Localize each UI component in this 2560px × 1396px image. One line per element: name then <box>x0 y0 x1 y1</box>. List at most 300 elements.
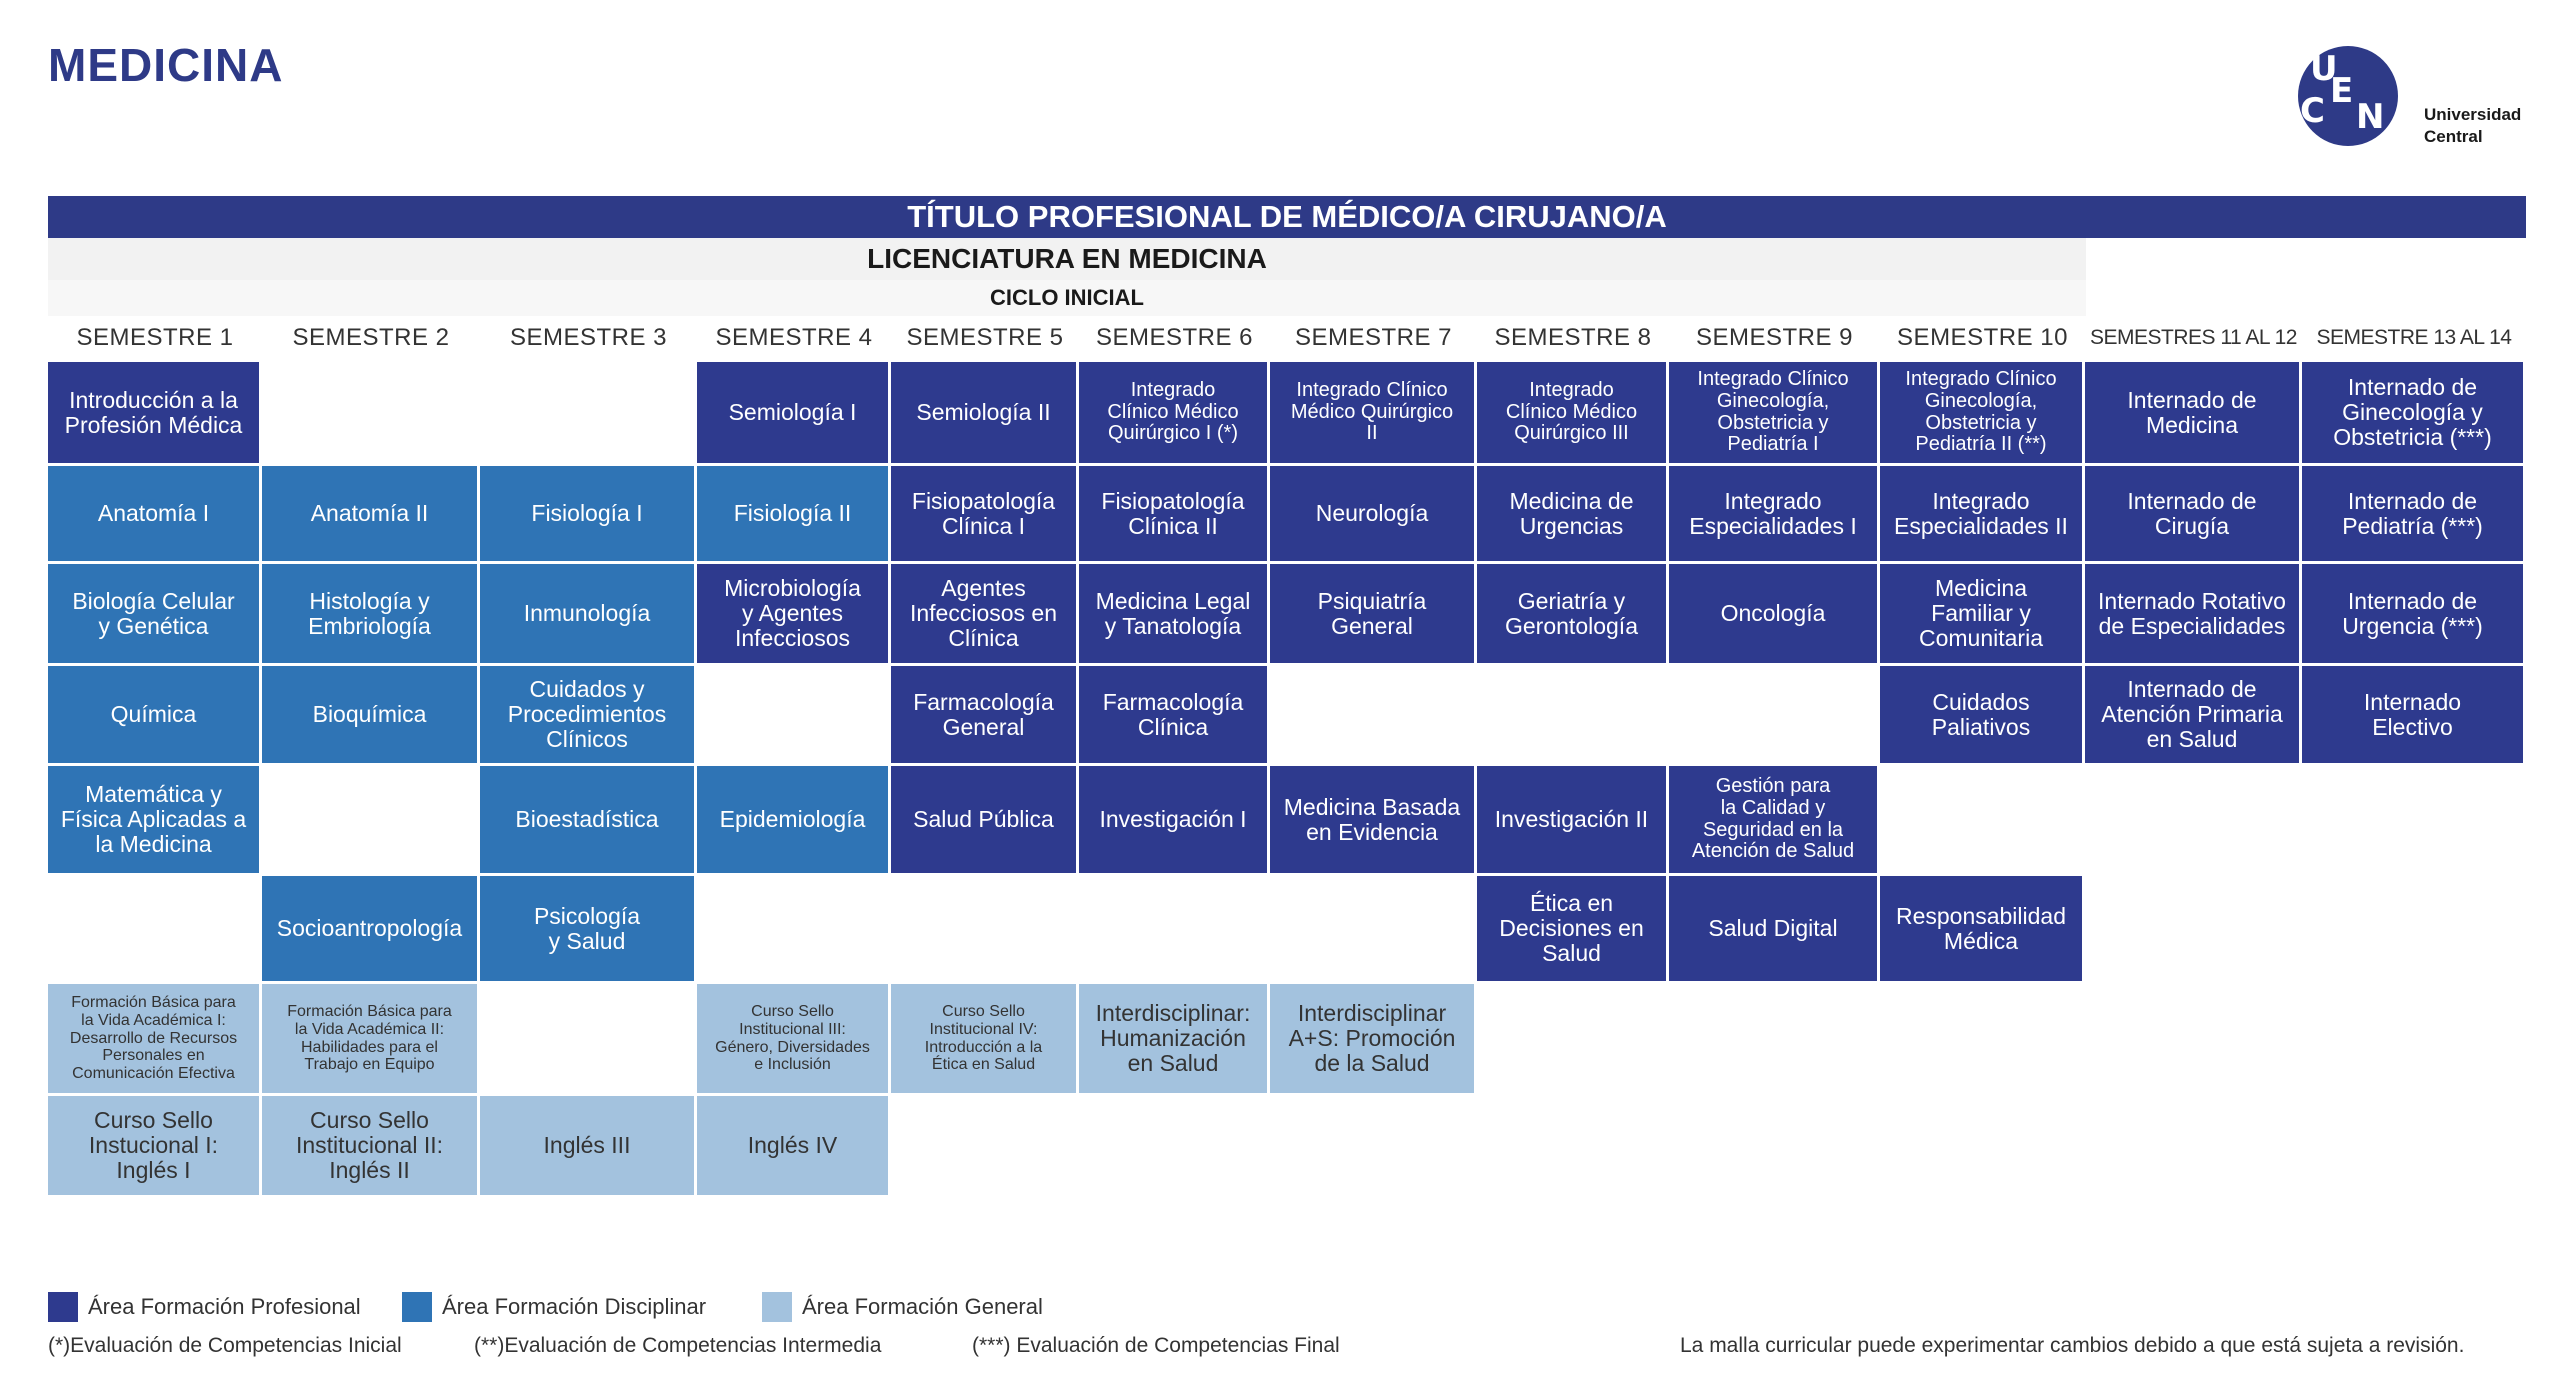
course-cell <box>2085 362 2299 463</box>
course-name-line: Fisiología I <box>531 500 643 527</box>
course-name-line: Microbiología <box>724 575 861 602</box>
course-name <box>65 388 243 438</box>
course-cell <box>262 1096 477 1195</box>
course-name-line: Especialidades I <box>1689 512 1857 539</box>
course-name-line: Internado de <box>2127 676 2257 703</box>
course-name-line: Inmunología <box>523 600 651 627</box>
logo-letter-c: C <box>2300 91 2325 131</box>
course-name <box>2127 388 2256 438</box>
course-name-line: Salud Pública <box>913 806 1054 833</box>
course-name-line: Oncología <box>1720 600 1826 627</box>
course-cell <box>697 564 888 663</box>
course-name-line: Curso Sello <box>942 1002 1025 1020</box>
course-name-line: Urgencia (***) <box>2342 612 2483 639</box>
course-name-line: Médico Quirúrgico <box>1290 400 1454 423</box>
course-name-line: Institucional IV: <box>929 1020 1038 1038</box>
course-name-line: Integrado <box>1724 487 1822 514</box>
course-name-line: Ética en <box>1529 890 1614 917</box>
course-name-line: Género, Diversidades <box>715 1038 870 1056</box>
course-name-line: Integrado <box>1130 379 1216 402</box>
course-name-line: Institucional II: <box>295 1132 444 1159</box>
course-name-line: Gerontología <box>1505 612 1638 639</box>
university-logo <box>2298 46 2538 146</box>
course-name <box>916 400 1050 425</box>
course-name <box>1103 690 1244 740</box>
course-cell <box>262 984 477 1093</box>
logo-line-2: Central <box>2424 127 2483 146</box>
evaluation-note-final: (***) Evaluación de Competencias Final <box>972 1334 1340 1357</box>
course-name <box>912 489 1055 539</box>
course-name-line: Investigación I <box>1099 806 1247 833</box>
course-name <box>1932 690 2030 740</box>
course-name <box>1509 489 1633 539</box>
semester-header-11: SEMESTRES 11 AL 12 <box>2090 326 2297 349</box>
semester-header-1: SEMESTRE 1 <box>76 324 234 351</box>
course-cell <box>1880 362 2082 463</box>
legend-label-general: Área Formación General <box>802 1294 1043 1319</box>
course-name-line: Bioestadística <box>515 806 659 833</box>
course-name-line: Internado de <box>2127 386 2257 413</box>
course-name-line: Integrado Clínico <box>1697 368 1849 391</box>
semester-header-8: SEMESTRE 8 <box>1494 324 1652 351</box>
course-cell <box>1079 984 1267 1093</box>
course-name-line: Internado <box>2363 688 2462 715</box>
course-name-line: Personales en <box>102 1047 205 1065</box>
course-cell <box>480 876 694 981</box>
course-name-line: la Vida Académica I: <box>81 1011 226 1029</box>
course-name-line: Obstetricia y <box>1925 411 2037 434</box>
course-cell <box>1270 564 1474 663</box>
course-name <box>729 400 857 425</box>
course-name-line: Cuidados y <box>529 676 645 703</box>
course-name <box>2342 589 2483 639</box>
course-name-line: Desarrollo de Recursos <box>69 1029 238 1047</box>
course-name-line: Salud Digital <box>1708 915 1838 942</box>
course-name-line: Integrado <box>1932 487 2030 514</box>
course-cell <box>480 766 694 873</box>
course-name-line: Curso Sello <box>94 1107 213 1134</box>
course-cell <box>480 666 694 763</box>
course-name-line: Habilidades para el <box>301 1038 438 1056</box>
course-name-line: de Especialidades <box>2098 612 2286 639</box>
course-name-line: Integrado <box>1529 379 1614 402</box>
course-cell <box>48 362 259 463</box>
legend-label-disciplinar: Área Formación Disciplinar <box>442 1294 707 1319</box>
legend-general <box>762 1292 1043 1322</box>
course-name-line: Ginecología, <box>1716 389 1830 412</box>
semester-header-10: SEMESTRE 10 <box>1897 324 2068 351</box>
course-cell <box>891 362 1076 463</box>
course-cell <box>480 466 694 561</box>
course-name <box>72 589 234 639</box>
course-name <box>277 916 462 941</box>
course-name <box>1495 807 1648 832</box>
course-name-line: Ginecología, <box>1924 389 2038 412</box>
course-name-line: Paliativos <box>1931 713 2031 740</box>
course-cell <box>48 984 259 1093</box>
course-name-line: Salud <box>1542 939 1601 966</box>
course-cell <box>262 564 477 663</box>
course-name <box>734 501 852 526</box>
course-name-line: Internado de <box>2127 487 2257 514</box>
course-cell <box>262 876 477 981</box>
course-name-line: la Calidad y <box>1720 796 1826 819</box>
degree-title-bar: TÍTULO PROFESIONAL DE MÉDICO/A CIRUJANO/A <box>48 196 2526 238</box>
course-name-line: Obstetricia (***) <box>2333 423 2492 450</box>
course-name <box>720 807 866 832</box>
course-name <box>1689 489 1857 539</box>
course-name <box>1905 369 2056 455</box>
course-name-line: Interdisciplinar: <box>1095 1000 1251 1027</box>
course-cell <box>1880 466 2082 561</box>
logo-letter-e: E <box>2330 71 2354 111</box>
course-name-line: Inglés II <box>329 1156 410 1183</box>
course-name-line: Clínico Médico <box>1107 400 1239 423</box>
course-cell <box>1477 362 1666 463</box>
course-cell <box>1477 564 1666 663</box>
course-name-line: Medicina de <box>1509 487 1634 514</box>
course-cell <box>697 984 888 1093</box>
course-name <box>1107 380 1238 445</box>
course-cell <box>2085 666 2299 763</box>
course-name <box>2333 375 2491 449</box>
course-name-line: Ética en Salud <box>931 1056 1036 1074</box>
course-name <box>2342 489 2483 539</box>
course-cell <box>262 466 477 561</box>
course-name-line: Formación Básica para <box>287 1002 452 1020</box>
course-name-line: Bioquímica <box>312 701 427 728</box>
course-name <box>531 501 642 526</box>
course-name-line: Psicología <box>533 902 641 929</box>
course-name-line: Embriología <box>308 612 431 639</box>
course-name-line: General <box>1331 612 1413 639</box>
course-name <box>1896 904 2066 954</box>
ciclo-inicial-bar: CICLO INICIAL <box>48 280 2086 316</box>
course-name-line: Química <box>110 701 197 728</box>
course-name-line: Pediatría (***) <box>2342 512 2483 539</box>
course-name <box>910 576 1057 650</box>
course-name-line: Socioantropología <box>276 915 463 942</box>
course-cell <box>1079 564 1267 663</box>
course-cell <box>480 564 694 663</box>
course-name-line: Electivo <box>2372 713 2453 740</box>
course-name-line: Matemática y <box>85 781 222 808</box>
course-name-line: Física Aplicadas a <box>60 806 247 833</box>
course-cell <box>697 1096 888 1195</box>
course-name-line: Medicina Basada <box>1283 793 1461 820</box>
course-name <box>1692 776 1854 862</box>
course-name-line: Internado de <box>2347 487 2478 514</box>
course-name-line: y Salud <box>548 927 626 954</box>
course-cell <box>1669 564 1877 663</box>
course-name-line: Medicina <box>1934 575 2028 602</box>
logo-letter-n: N <box>2356 97 2385 137</box>
course-name-line: Trabajo en Equipo <box>304 1056 435 1074</box>
course-name-line: y Tanatología <box>1104 612 1242 639</box>
course-name-line: Ginecología y <box>2342 399 2483 426</box>
course-name-line: Pediatría II (**) <box>1915 433 2047 456</box>
course-name-line: Clínica II <box>1128 512 1218 539</box>
course-name-line: Agentes <box>941 575 1026 602</box>
course-name <box>1318 589 1427 639</box>
revision-disclaimer: La malla curricular puede experimentar cambios debido a que está sujeta a revisión. <box>1680 1334 2465 1357</box>
legend-swatch-profesional <box>48 1292 78 1322</box>
course-name <box>913 690 1054 740</box>
course-name-line: Semiología II <box>916 399 1051 426</box>
course-name-line: Clínicos <box>546 725 628 752</box>
course-name <box>1919 576 2043 650</box>
course-name <box>715 1003 870 1075</box>
licenciatura-bar: LICENCIATURA EN MEDICINA <box>48 238 2086 280</box>
course-name <box>2101 677 2283 751</box>
course-name-line: Procedimientos <box>507 701 667 728</box>
course-cell <box>1079 466 1267 561</box>
course-name <box>748 1133 838 1158</box>
course-name-line: Geriatría y <box>1517 587 1626 614</box>
course-cell <box>48 466 259 561</box>
course-name <box>308 589 431 639</box>
course-name-line: Investigación II <box>1494 806 1649 833</box>
page-title: MEDICINA <box>48 39 284 91</box>
course-cell <box>1477 876 1666 981</box>
course-name-line: Fisiopatología <box>1101 487 1245 514</box>
course-name-line: Inglés I <box>116 1156 191 1183</box>
course-name <box>1291 380 1453 445</box>
course-name <box>1284 795 1460 845</box>
course-name-line: Epidemiología <box>719 806 866 833</box>
course-name-line: Introducción a la <box>924 1038 1043 1056</box>
course-cell <box>1477 466 1666 561</box>
course-name <box>508 677 667 751</box>
course-name <box>913 807 1054 832</box>
course-name-line: Quirúrgico III <box>1514 422 1629 445</box>
course-name-line: en Salud <box>1127 1049 1219 1076</box>
legend-disciplinar <box>402 1292 706 1322</box>
course-name-line: Institucional III: <box>739 1020 846 1038</box>
course-name <box>544 1133 631 1158</box>
course-cell <box>2085 466 2299 561</box>
course-name-line: Medicina Legal <box>1095 587 1251 614</box>
course-cell <box>2302 362 2523 463</box>
course-name-line: Internado de <box>2347 587 2478 614</box>
course-name-line: Interdisciplinar <box>1297 1000 1447 1027</box>
course-name-line: Infecciosos <box>734 624 851 651</box>
course-cell <box>48 564 259 663</box>
course-name-line: Profesión Médica <box>64 411 243 438</box>
course-name <box>311 501 429 526</box>
course-cell <box>1079 666 1267 763</box>
course-cell <box>1270 766 1474 873</box>
semester-header-7: SEMESTRE 7 <box>1294 324 1453 351</box>
course-cell <box>2302 666 2523 763</box>
course-name <box>313 702 427 727</box>
course-name-line: Formación Básica para <box>71 993 236 1011</box>
course-cell <box>2085 564 2299 663</box>
course-name-line: Fisiopatología <box>911 487 1056 514</box>
semester-header-3: SEMESTRE 3 <box>509 324 668 351</box>
course-name-line: Atención Primaria <box>2101 701 2283 728</box>
course-name-line: Comunicación Efectiva <box>72 1065 235 1083</box>
course-name-line: Anatomía II <box>310 500 429 527</box>
course-name <box>515 807 658 832</box>
course-name <box>1096 589 1251 639</box>
course-name-line: Seguridad en la <box>1702 818 1844 841</box>
course-name <box>2364 690 2461 740</box>
course-name-line: Instucional I: <box>88 1132 219 1159</box>
course-name-line: y Agentes <box>741 600 843 627</box>
course-name-line: Internado Rotativo <box>2098 587 2286 614</box>
course-cell <box>891 984 1076 1093</box>
course-name <box>524 601 651 626</box>
course-name-line: Clínica <box>948 624 1019 651</box>
course-name-line: en Salud <box>2146 725 2238 752</box>
course-name-line: Especialidades II <box>1894 512 2068 539</box>
course-name-line: Responsabilidad <box>1895 902 2067 929</box>
course-name-line: Semiología I <box>728 399 857 426</box>
evaluation-note-intermediate: (**)Evaluación de Competencias Intermedia <box>474 1334 882 1357</box>
course-name-line: Pediatría I <box>1727 433 1819 456</box>
course-name <box>1506 380 1637 445</box>
course-cell <box>1880 666 2082 763</box>
course-name <box>1505 589 1638 639</box>
course-name <box>1289 1001 1456 1075</box>
course-name <box>925 1003 1042 1075</box>
course-name-line: en Evidencia <box>1306 818 1438 845</box>
course-name-line: Internado de <box>2347 374 2478 401</box>
course-cell <box>1880 564 2082 663</box>
course-cell <box>697 766 888 873</box>
course-name <box>111 702 197 727</box>
course-name-line: Integrado Clínico <box>1296 379 1448 402</box>
legend-label-profesional: Área Formación Profesional <box>88 1294 361 1319</box>
course-name <box>287 1003 452 1075</box>
course-name-line: Clínica <box>1137 713 1209 740</box>
course-name <box>2098 589 2286 639</box>
course-name <box>89 1108 218 1182</box>
course-name-line: Humanización <box>1100 1025 1246 1052</box>
course-cell <box>891 766 1076 873</box>
course-name-line: Gestión para <box>1715 775 1831 798</box>
course-cell <box>1669 362 1877 463</box>
course-name-line: Curso Sello <box>751 1002 834 1020</box>
course-name-line: Cirugía <box>2154 512 2230 539</box>
course-name-line: Psiquiatría <box>1317 587 1427 614</box>
course-name <box>70 994 237 1084</box>
course-name-line: A+S: Promoción <box>1288 1025 1456 1052</box>
course-name-line: Medicina <box>2145 411 2239 438</box>
semester-header-2: SEMESTRE 2 <box>292 324 450 351</box>
course-name-line: II <box>1366 422 1378 445</box>
course-name-line: Anatomía I <box>97 500 210 527</box>
semester-header-6: SEMESTRE 6 <box>1095 324 1254 351</box>
course-name-line: Comunitaria <box>1919 624 2043 651</box>
course-cell <box>2302 466 2523 561</box>
course-cell <box>697 362 888 463</box>
course-name-line: Biología Celular <box>72 587 235 614</box>
course-cell <box>48 766 259 873</box>
course-name-line: Inglés IV <box>747 1132 838 1159</box>
course-name-line: e Inclusión <box>754 1056 831 1074</box>
course-cell <box>1270 362 1474 463</box>
course-name <box>1708 916 1837 941</box>
course-cell <box>1669 466 1877 561</box>
course-name-line: Farmacología <box>1102 688 1244 715</box>
course-cell <box>891 564 1076 663</box>
course-name <box>61 782 246 856</box>
course-name-line: Clínica I <box>941 512 1026 539</box>
course-cell <box>48 1096 259 1195</box>
course-cell <box>480 1096 694 1195</box>
course-name <box>1894 489 2068 539</box>
course-cell <box>891 666 1076 763</box>
course-cell <box>1880 876 2082 981</box>
semester-header-9: SEMESTRE 9 <box>1695 324 1854 351</box>
legend-swatch-general <box>762 1292 792 1322</box>
course-name-line: General <box>942 713 1025 740</box>
course-name <box>98 501 209 526</box>
course-name-line: Fisiología II <box>733 500 852 527</box>
course-name <box>2127 489 2256 539</box>
course-name <box>1101 489 1244 539</box>
course-name-line: Médica <box>1943 927 2019 954</box>
course-name-line: Introducción a la <box>69 386 238 413</box>
semester-header-5: SEMESTRE 5 <box>906 324 1064 351</box>
course-name-line: Histología y <box>309 587 430 614</box>
course-cell <box>1079 362 1267 463</box>
course-cell <box>1669 876 1877 981</box>
course-name-line: la Medicina <box>95 830 212 857</box>
course-name-line: la Vida Académica II: <box>294 1020 445 1038</box>
course-name-line: Decisiones en <box>1499 915 1644 942</box>
course-name-line: Quirúrgico I (*) <box>1107 422 1238 445</box>
evaluation-note-initial: (*)Evaluación de Competencias Inicial <box>48 1334 402 1357</box>
course-cell <box>48 666 259 763</box>
course-name <box>1721 601 1826 626</box>
course-name-line: Farmacología <box>913 688 1054 715</box>
course-name-line: Urgencias <box>1519 512 1624 539</box>
course-name <box>534 904 640 954</box>
course-cell <box>262 666 477 763</box>
logo-emblem <box>2298 46 2398 146</box>
course-name-line: Neurología <box>1315 500 1429 527</box>
course-name-line: Familiar y <box>1931 600 2031 627</box>
course-name-line: Obstetricia y <box>1717 411 1829 434</box>
course-name-line: Infecciosos en <box>909 600 1058 627</box>
course-name <box>1099 807 1246 832</box>
logo-letter-u: U <box>2310 49 2338 89</box>
course-cell <box>1079 766 1267 873</box>
legend-profesional <box>48 1292 361 1322</box>
course-name <box>1096 1001 1251 1075</box>
logo-wordmark <box>2424 104 2521 148</box>
course-name-line: Cuidados <box>1932 688 2030 715</box>
semester-header-12: SEMESTRE 13 AL 14 <box>2316 326 2512 349</box>
legend-swatch-disciplinar <box>402 1292 432 1322</box>
course-name-line: y Genética <box>98 612 209 639</box>
course-name <box>1316 501 1429 526</box>
course-cell <box>1669 766 1877 873</box>
course-name <box>724 576 861 650</box>
course-name-line: Atención de Salud <box>1691 840 1855 863</box>
course-cell <box>2302 564 2523 663</box>
course-name-line: Inglés III <box>543 1132 631 1159</box>
course-cell <box>891 466 1076 561</box>
course-cell <box>1270 466 1474 561</box>
course-name <box>1697 369 1848 455</box>
course-cell <box>1477 766 1666 873</box>
course-name-line: Integrado Clínico <box>1905 368 2057 391</box>
course-cell <box>697 466 888 561</box>
